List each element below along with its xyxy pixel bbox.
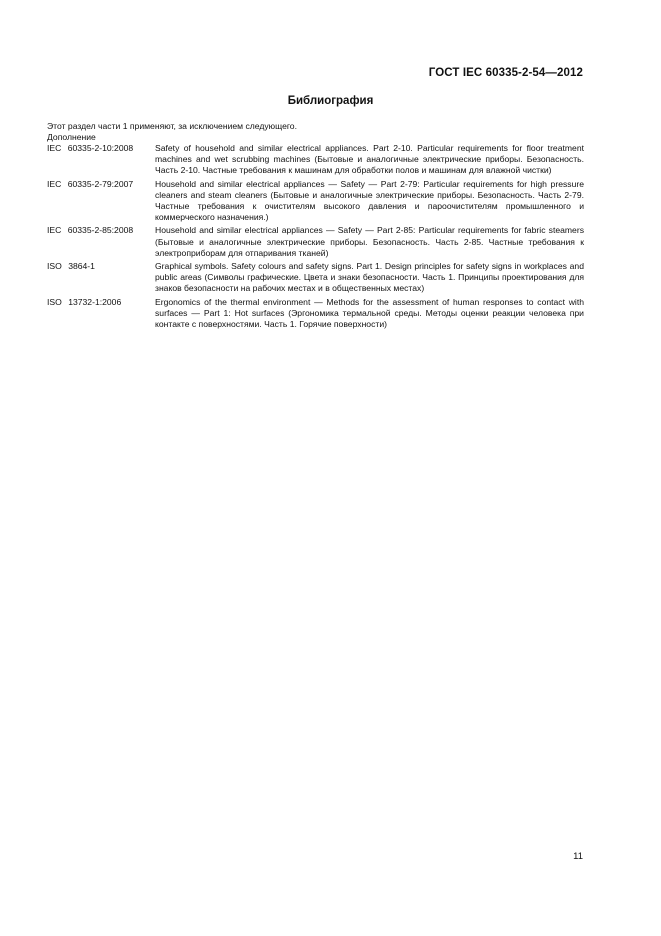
reference-code: ISO 13732-1:2006 xyxy=(47,296,122,307)
page-title: Библиография xyxy=(287,95,374,107)
reference-description: Safety of household and similar electrical appliances. Part 2-10. Particular requirements for floor treatment machines and wet scrubbing machines (Бытовые и аналогичные электрические приборы. Безопасность. Часть 2-10. Частные требования к машинам для обработки полов и машинам для влажной чистки) xyxy=(155,143,584,176)
page-number: 11 xyxy=(573,851,583,862)
standard-code: ГОСТ IEC 60335-2-54—2012 xyxy=(428,67,583,79)
intro-line: Этот раздел части 1 применяют, за исключением следующего. xyxy=(47,121,297,131)
intro-text xyxy=(47,121,587,143)
bibliography-entry xyxy=(47,297,584,331)
bibliography-entry xyxy=(47,179,584,224)
reference-code: IEC 60335-2-85:2008 xyxy=(47,225,134,236)
bibliography-list xyxy=(47,143,584,332)
bibliography-entry xyxy=(47,225,584,259)
reference-description: Graphical symbols. Safety colours and safety signs. Part 1. Design principles for safety signs in workplaces and public areas (Символы графические. Цвета и знаки безопасности. Часть 1. Принципы проектирования для знаков безопасности на рабочих местах и в общественных местах) xyxy=(155,261,584,294)
intro-addition-label: Дополнение xyxy=(47,132,96,143)
reference-code: IEC 60335-2-79:2007 xyxy=(47,178,134,189)
reference-description: Ergonomics of the thermal environment — Methods for the assessment of human responses to contact with surfaces — Part 1: Hot surfaces (Эргономика термальной среды. Методы оценки реакции человека при контакте с поверхностями. Часть 1. Горячие поверхности) xyxy=(155,296,584,330)
reference-code: ISO 3864-1 xyxy=(47,261,95,272)
reference-code: IEC 60335-2-10:2008 xyxy=(47,143,134,153)
reference-description: Household and similar electrical appliances — Safety — Part 2-79: Particular requirements for high pressure cleaners and steam cleaners (Бытовые и аналогичные электрические приборы. Безопасность. Часть 2-79. Частные требования к очистителям высокого давления и пароочистителям промышленного и коммерческого назначения.) xyxy=(155,178,584,223)
bibliography-entry xyxy=(47,261,584,295)
reference-description: Household and similar electrical appliances — Safety — Part 2-85: Particular requirements for fabric steamers (Бытовые и аналогичные электрические приборы. Безопасность. Часть 2-85. Частные требования к электроприборам для отпаривания тканей) xyxy=(155,225,584,258)
bibliography-entry xyxy=(47,143,584,177)
